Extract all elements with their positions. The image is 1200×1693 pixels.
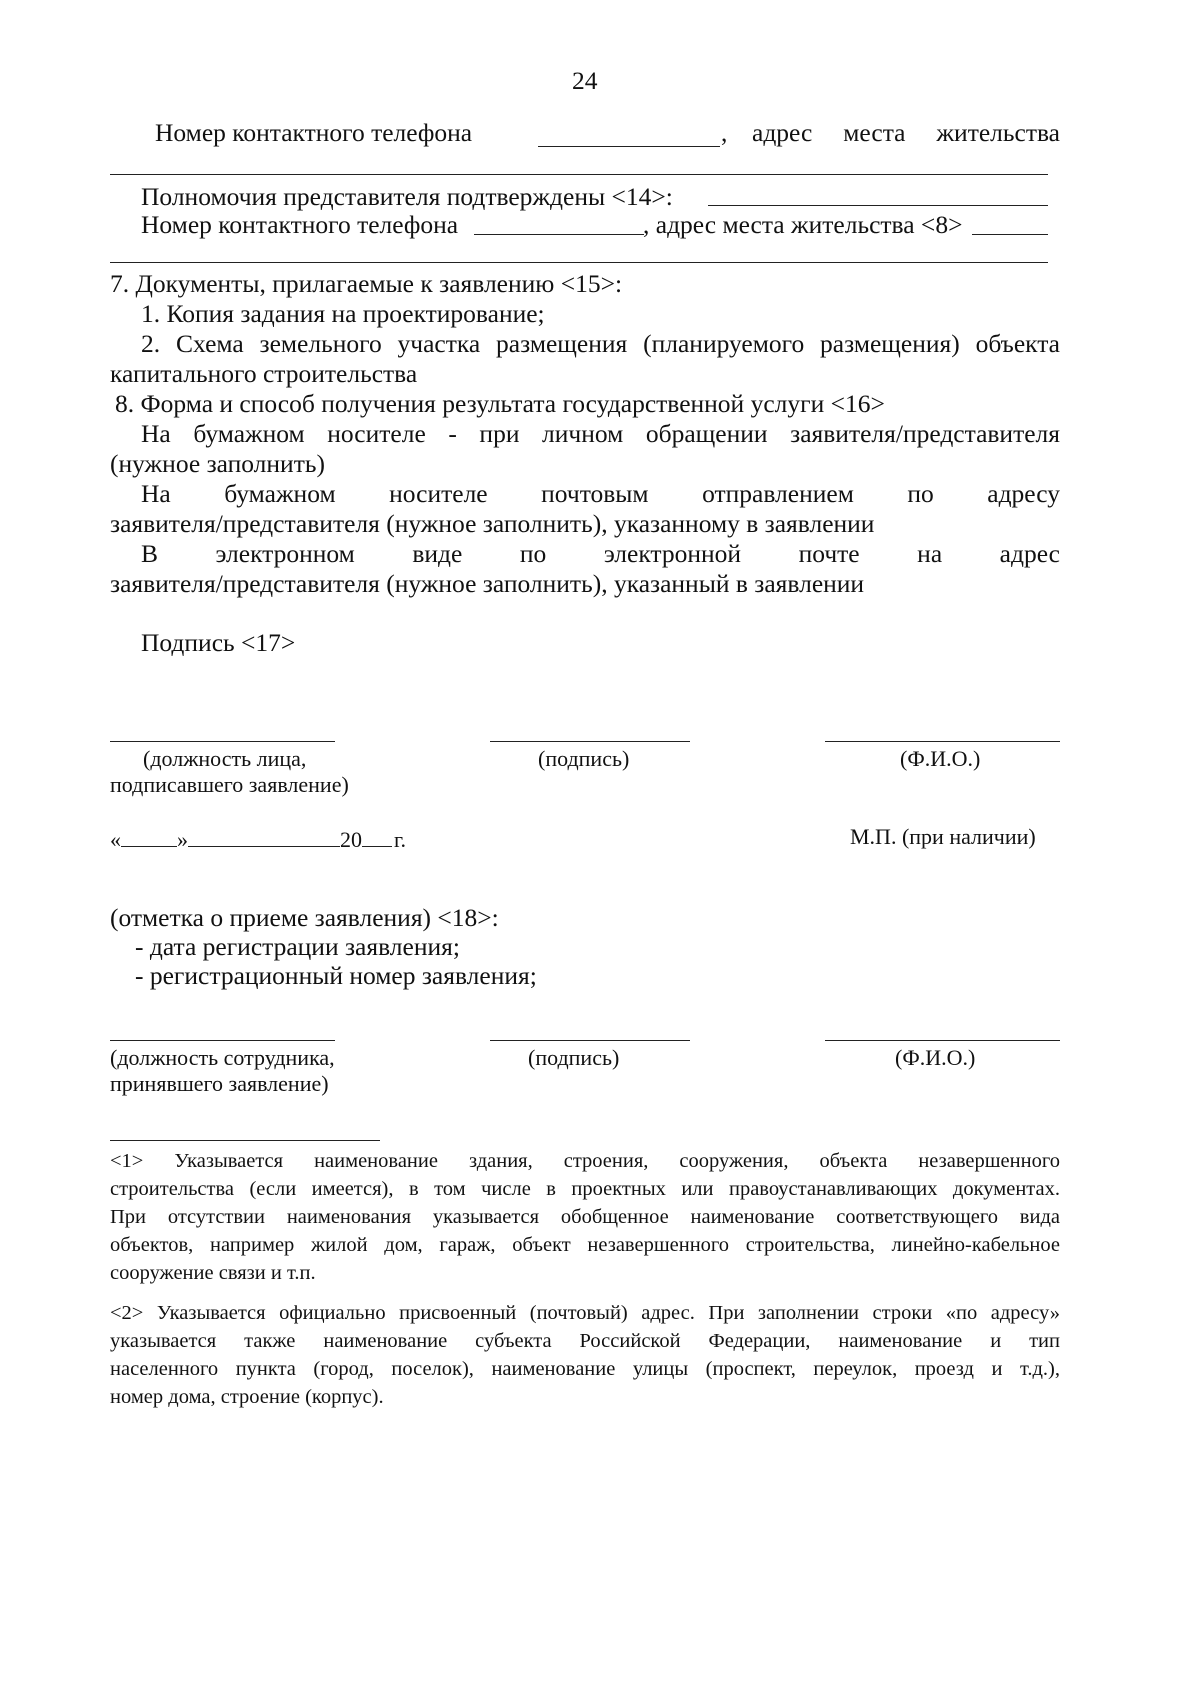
signature-label: Подпись <17> <box>141 628 296 657</box>
section8-opt3-line1: В электронном виде по электронной почте на адрес <box>141 539 1060 568</box>
page-number: 24 <box>572 66 598 95</box>
section8-title: 8. Форма и способ получения результата государственной услуги <16> <box>115 389 885 418</box>
reception-position-line1: (должность сотрудника, <box>110 1045 335 1070</box>
rep-address-tail-line <box>972 234 1048 235</box>
date-close-quote: » <box>177 827 188 852</box>
date-row <box>110 824 406 853</box>
date-open-quote: « <box>110 827 121 852</box>
date-month-blank <box>188 824 340 847</box>
reception-sign-caption: (подпись) <box>528 1045 620 1070</box>
footnote-1-line: сооружение связи и т.п. <box>110 1262 316 1284</box>
rep-address-label: , адрес места жительства <8> <box>643 210 963 239</box>
date-year-prefix: 20 <box>340 827 362 852</box>
footnote-1 <box>110 1147 1060 1287</box>
address-label: адрес места жительства <box>752 118 1060 147</box>
phone-blank-line <box>538 146 720 147</box>
footnote-separator <box>110 1140 380 1141</box>
section7-item2-line1: 2. Схема земельного участка размещения (планируемого размещения) объекта <box>141 329 1060 358</box>
section8-opt2-line2: заявителя/представителя (нужное заполнить), указанному в заявлении <box>110 509 875 538</box>
section7-title: 7. Документы, прилагаемые к заявлению <15>: <box>110 269 623 298</box>
stamp-caption: М.П. (при наличии) <box>850 824 1036 849</box>
footnote-2-line: номер дома, строение (корпус). <box>110 1386 384 1408</box>
footnote-1-line: <1> Указывается наименование здания, строения, сооружения, объекта незавершенного <box>110 1150 1060 1172</box>
date-g: г. <box>394 827 407 852</box>
phone-label: Номер контактного телефона <box>155 118 473 147</box>
reception-fio-line <box>825 1040 1060 1041</box>
rep-phone-blank-line <box>474 234 644 235</box>
section8-opt3-line2: заявителя/представителя (нужное заполнить), указанный в заявлении <box>110 569 865 598</box>
reception-fio-caption: (Ф.И.О.) <box>895 1045 976 1070</box>
footnote-2-line: указывается также наименование субъекта Российской Федерации, наименование и тип <box>110 1330 1060 1352</box>
signature-position-line <box>110 741 335 742</box>
footnote-1-line: объектов, например жилой дом, гараж, объект незавершенного строительства, линейно-кабельное <box>110 1234 1060 1256</box>
comma: , <box>721 118 728 147</box>
reception-position-line <box>110 1040 335 1041</box>
date-day-blank <box>121 824 177 847</box>
signature-position-line1: (должность лица, <box>143 746 307 771</box>
signature-sign-caption: (подпись) <box>538 746 630 771</box>
reception-title: (отметка о приеме заявления) <18>: <box>110 903 499 932</box>
footnote-2-line: населенного пункта (город, поселок), наименование улицы (проспект, переулок, проезд и т.д.), <box>110 1358 1060 1380</box>
section7-item1: 1. Копия задания на проектирование; <box>141 299 545 328</box>
address-blank-line <box>110 174 1048 175</box>
powers-label: Полномочия представителя подтверждены <14>: <box>141 182 673 211</box>
section7-item2-line2: капитального строительства <box>110 359 418 388</box>
footnote-1-line: При отсутствии наименования указывается обобщенное наименование соответствующего вида <box>110 1206 1060 1228</box>
reception-item2: - регистрационный номер заявления; <box>135 961 537 990</box>
signature-sign-line <box>490 741 690 742</box>
footnote-1-line: строительства (если имеется), в том числе в проектных или правоустанавливающих документах. <box>110 1178 1060 1200</box>
rep-phone-label: Номер контактного телефона <box>141 210 459 239</box>
signature-fio-line <box>825 741 1060 742</box>
signature-position-line2: подписавшего заявление) <box>110 772 349 797</box>
section8-opt2-line1: На бумажном носителе почтовым отправлением по адресу <box>141 479 1060 508</box>
footnote-2-line: <2> Указывается официально присвоенный (почтовый) адрес. При заполнении строки «по адресу» <box>110 1302 1060 1324</box>
date-year-blank <box>362 824 392 847</box>
reception-sign-line <box>490 1040 690 1041</box>
section8-opt1-line2: (нужное заполнить) <box>110 449 325 478</box>
reception-item1: - дата регистрации заявления; <box>135 932 460 961</box>
footnote-2 <box>110 1299 1060 1411</box>
powers-blank-line <box>708 205 1048 206</box>
reception-position-line2: принявшего заявление) <box>110 1071 329 1096</box>
section8-opt1-line1: На бумажном носителе - при личном обращении заявителя/представителя <box>141 419 1060 448</box>
rep-address-blank-line <box>110 262 1048 263</box>
signature-fio-caption: (Ф.И.О.) <box>900 746 981 771</box>
